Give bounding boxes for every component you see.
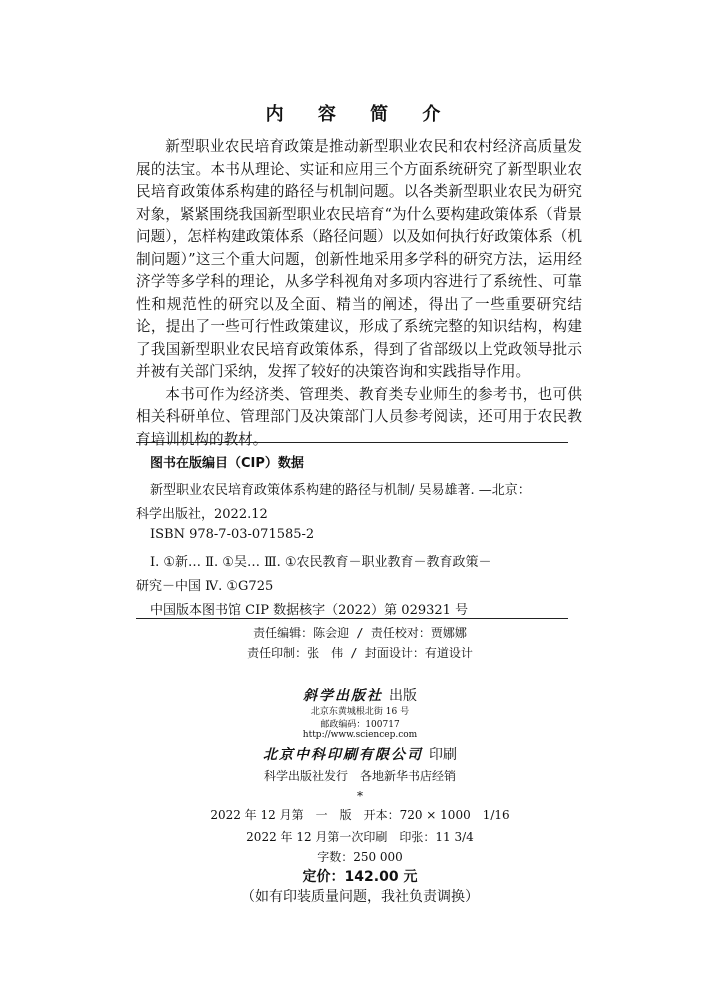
cip-classification-line-2: 研究－中国 Ⅳ. ①G725 xyxy=(136,579,274,594)
edition-line: 2022 年 12 月第 一 版 开本：720 × 1000 1/16 xyxy=(210,808,510,822)
quality-notice: （如有印装质量问题，我社负责调换） xyxy=(241,889,479,905)
cip-entry-line-1: 新型职业农民培育政策体系构建的路径与机制/ 吴易雄著. —北京： xyxy=(150,483,531,498)
cip-entry-line-2: 科学出版社，2022.12 xyxy=(136,507,268,522)
distribution-line: 科学出版社发行 各地新华书店经销 xyxy=(263,769,456,783)
editor-credits-line-2: 责任印制：张 伟 / 封面设计：有道设计 xyxy=(247,646,473,660)
editor-credits-line-1: 责任编辑：陈会迎 / 责任校对：贾娜娜 xyxy=(253,626,467,640)
cip-heading: 图书在版编目（CIP）数据 xyxy=(150,456,304,471)
printer-line xyxy=(0,744,720,764)
summary-section xyxy=(136,136,582,451)
cip-bottom-divider xyxy=(136,618,568,619)
summary-paragraph-1: 新型职业农民培育政策是推动新型职业农民和农村经济高质量发展的法宝。本书从理论、实证和应用三个方面系统研究了新型职业农民培育政策体系构建的路径与机制问题。以各类新型职业农民为研究对象，紧紧围绕我国新型职业农民培育“为什么要构建政策体系（背景问题），怎样构建政策体系（路径问题）以及如何执行好政策体系（机制问题）”这三个重大问题，创新性地采用多学科的研究方法，运用经济学等多学科的理论，从多学科视角对多项内容进行了系统性、可靠性和规范性的研究以及全面、精当的阐述，得出了一些重要研究结论，提出了一些可行性政策建议，形成了系统完整的知识结构，构建了我国新型职业农民培育政策体系，得到了省部级以上党政领导批示并被有关部门采纳，发挥了较好的决策咨询和实践指导作用。 xyxy=(136,138,582,380)
price-line: 定价：142.00 元 xyxy=(302,869,418,885)
publisher-address: 北京东黄城根北街 16 号 xyxy=(310,707,410,717)
separator-asterisk: * xyxy=(357,789,363,803)
summary-paragraph-2: 本书可作为经济类、管理类、教育类专业师生的参考书，也可供相关科研单位、管理部门及决策部门人员参考阅读，还可用于农民教育培训机构的教材。 xyxy=(136,385,582,448)
word-count-line: 字数：250 000 xyxy=(317,850,403,864)
printing-line: 2022 年 12 月第一次印刷 印张：11 3/4 xyxy=(246,830,474,844)
publisher-suffix: 出版 xyxy=(389,688,417,704)
cip-isbn: ISBN 978-7-03-071585-2 xyxy=(150,527,315,542)
printer-suffix: 印刷 xyxy=(429,747,457,763)
publisher-postcode: 邮政编码：100717 xyxy=(320,720,400,730)
printer-name: 北京中科印刷有限公司 xyxy=(263,747,423,763)
publisher-line xyxy=(0,685,720,705)
cip-top-divider xyxy=(136,442,568,443)
cip-classification-line-1: Ⅰ. ①新… Ⅱ. ①吴… Ⅲ. ①农民教育－职业教育－教育政策－ xyxy=(150,555,492,570)
cip-verification-number: 中国版本图书馆 CIP 数据核字（2022）第 029321 号 xyxy=(150,603,469,618)
publisher-url: http://www.sciencep.com xyxy=(302,730,418,740)
page-title: 内 容 简 介 xyxy=(265,104,455,125)
publisher-logo-name: 斜学出版社 xyxy=(303,688,383,704)
